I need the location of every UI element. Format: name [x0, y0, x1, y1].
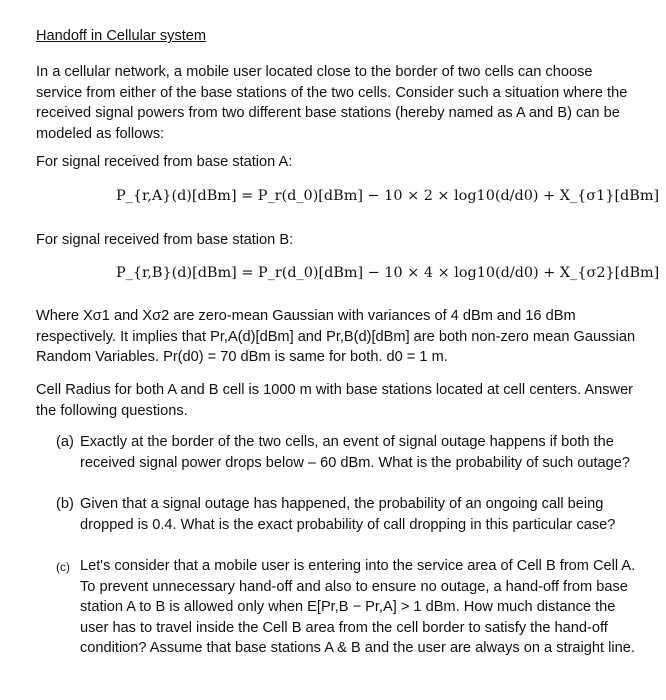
label-base-station-b: For signal received from base station B: — [36, 232, 294, 248]
equation-a: P_{r,A}(d)[dBm] = P_r(d_0)[dBm] − 10 × 2 × log10(d/d0) + X_{σ1}[dBm] — [116, 188, 660, 204]
label-base-station-a: For signal received from base station A: — [36, 154, 293, 170]
question-b — [56, 494, 641, 535]
question-c-text: Let's consider that a mobile user is entering into the service area of Cell B from Cell A. To prevent unnecessary hand-off and also to ensure no outage, a hand-off from base station A to B is allowed only when E[Pr,B − Pr,A] > 1 dBm. How much distance the user has to travel inside the Cell B area from the cell border to satisfy the hand-off condition? Assume that base stations A & B and the user are always on a straight line. — [80, 558, 636, 657]
question-c-label: (c) — [56, 560, 70, 574]
question-c — [56, 556, 641, 659]
question-a-text: Exactly at the border of the two cells, an event of signal outage happens if both the received signal power drops below – 60 dBm. What is the probability of such outage? — [80, 434, 631, 471]
cell-radius-paragraph: Cell Radius for both A and B cell is 1000 m with base stations located at cell centers. Answer the following questions. — [36, 382, 634, 419]
intro-paragraph: In a cellular network, a mobile user located close to the border of two cells can choose service from either of the base stations of the two cells. Consider such a situation where the received signal powers from two different base stations (hereby named as A and B) can be modeled as follows: — [36, 64, 628, 142]
equation-b: P_{r,B}(d)[dBm] = P_r(d_0)[dBm] − 10 × 4 × log10(d/d0) + X_{σ2}[dBm] — [116, 265, 660, 281]
question-b-text: Given that a signal outage has happened, the probability of an ongoing call being dropped is 0.4. What is the exact probability of call dropping in this particular case? — [80, 496, 616, 533]
where-paragraph: Where Xσ1 and Xσ2 are zero-mean Gaussian with variances of 4 dBm and 16 dBm respectively. It implies that Pr,A(d)[dBm] and Pr,B(d)[dBm] are both non-zero mean Gaussian Random Variables. Pr(d0) = 70 dBm is same for both. d0 = 1 m. — [36, 308, 636, 366]
question-a-label: (a) — [56, 434, 74, 450]
document-title: Handoff in Cellular system — [36, 28, 207, 44]
question-b-label: (b) — [56, 496, 74, 512]
question-a — [56, 432, 641, 473]
